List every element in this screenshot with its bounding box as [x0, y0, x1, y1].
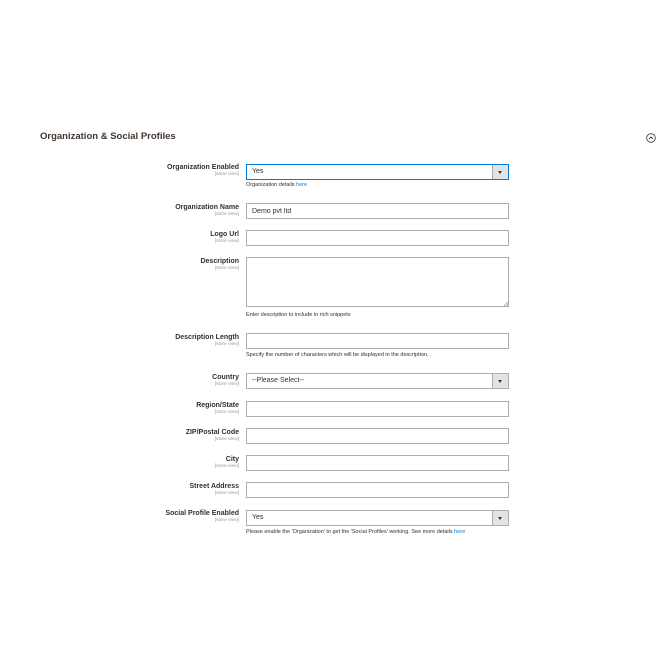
chevron-down-icon: [498, 171, 502, 174]
zip-scope: [store view]: [214, 437, 239, 442]
org-name-label: Organization Name: [175, 204, 239, 211]
org-enabled-note-text: Organization details: [246, 182, 297, 188]
org-enabled-dropdown-button[interactable]: [492, 165, 508, 179]
description-length-scope: [store view]: [214, 342, 239, 347]
description-length-note: Specify the number of characters which will be displayed in the description.: [246, 352, 429, 358]
org-enabled-value: Yes: [252, 168, 264, 175]
description-scope: [store view]: [214, 266, 239, 271]
description-length-label: Description Length: [175, 334, 239, 341]
logo-url-scope: [store view]: [214, 239, 239, 244]
section-title[interactable]: Organization & Social Profiles: [40, 131, 176, 142]
region-label: Region/State: [196, 402, 239, 409]
description-textarea[interactable]: [246, 257, 509, 307]
description-label: Description: [200, 258, 239, 265]
logo-url-label: Logo Url: [210, 231, 239, 238]
social-enabled-note: [246, 529, 465, 535]
org-enabled-scope: [store view]: [214, 172, 239, 177]
country-scope: [store view]: [214, 382, 239, 387]
resize-grip-icon[interactable]: [503, 300, 509, 306]
collapse-chevron-up-icon[interactable]: [646, 133, 656, 143]
social-details-link[interactable]: here: [454, 529, 466, 535]
org-enabled-note: [246, 182, 307, 188]
zip-input[interactable]: [246, 428, 509, 444]
social-enabled-dropdown-button[interactable]: [492, 511, 508, 525]
region-scope: [store view]: [214, 410, 239, 415]
org-enabled-label: Organization Enabled: [167, 164, 239, 171]
country-value: --Please Select--: [252, 377, 305, 384]
street-input[interactable]: [246, 482, 509, 498]
org-name-scope: [store view]: [214, 212, 239, 217]
org-details-link[interactable]: here: [296, 182, 308, 188]
org-enabled-select[interactable]: [246, 164, 509, 180]
region-input[interactable]: [246, 401, 509, 417]
city-input[interactable]: [246, 455, 509, 471]
logo-url-input[interactable]: [246, 230, 509, 246]
social-enabled-select[interactable]: [246, 510, 509, 526]
city-scope: [store view]: [214, 464, 239, 469]
country-select[interactable]: [246, 373, 509, 389]
street-scope: [store view]: [214, 491, 239, 496]
street-label: Street Address: [189, 483, 239, 490]
country-dropdown-button[interactable]: [492, 374, 508, 388]
social-enabled-scope: [store view]: [214, 518, 239, 523]
country-label: Country: [212, 374, 239, 381]
description-note: Enter description to include in rich snippets: [246, 312, 351, 318]
description-length-input[interactable]: [246, 333, 509, 349]
social-enabled-label: Social Profile Enabled: [165, 510, 239, 517]
chevron-down-icon: [498, 380, 502, 383]
city-label: City: [225, 456, 239, 463]
social-enabled-value: Yes: [252, 514, 264, 521]
zip-label: ZIP/Postal Code: [185, 429, 239, 436]
org-name-input[interactable]: [246, 203, 509, 219]
chevron-down-icon: [498, 517, 502, 520]
social-enabled-note-text: Please enable the 'Organization' to get the 'Social Profiles' working. See more details: [246, 529, 455, 535]
